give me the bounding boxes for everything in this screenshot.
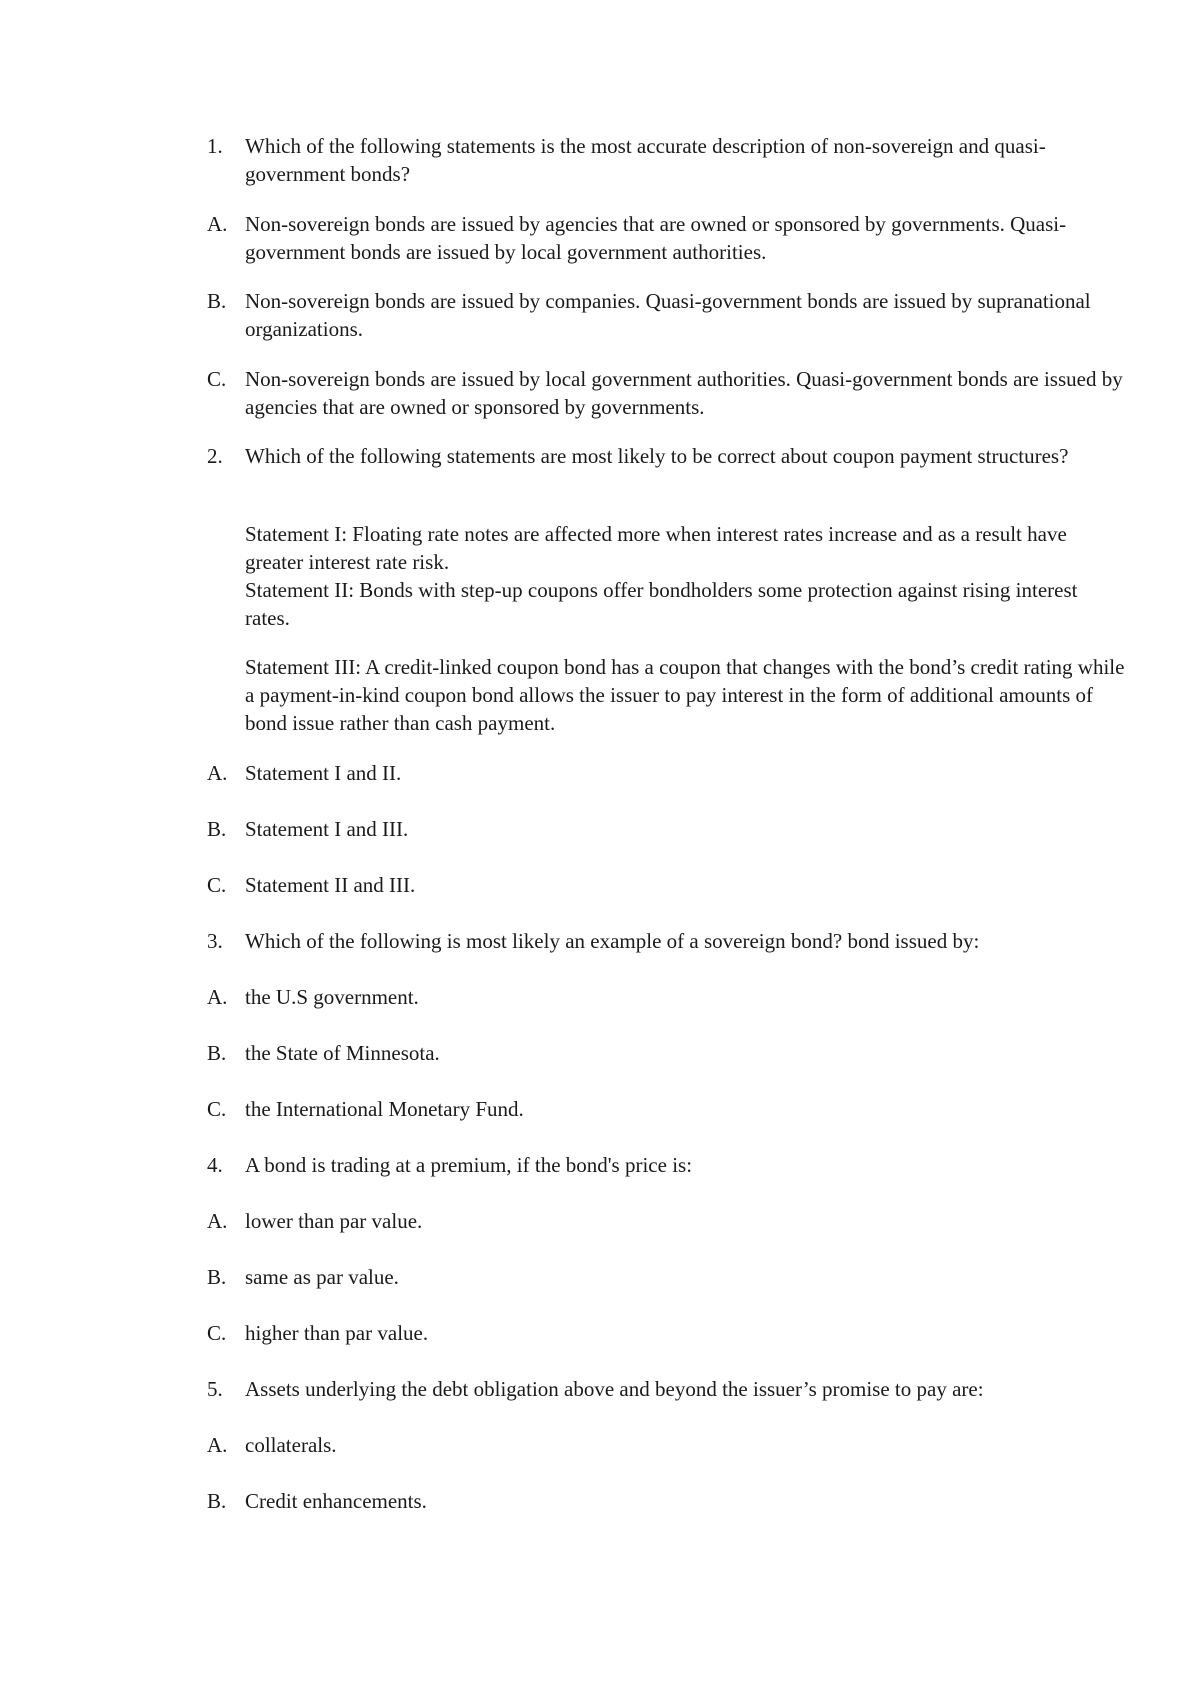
q1-option-c bbox=[207, 365, 1127, 421]
q4-option-b bbox=[207, 1263, 1127, 1291]
q3-option-b bbox=[207, 1039, 1127, 1067]
q2-option-a bbox=[207, 759, 1127, 787]
option-text: Statement I and II. bbox=[245, 761, 402, 785]
option-letter: C. bbox=[207, 1321, 227, 1345]
question-number: 1. bbox=[207, 134, 223, 158]
option-letter: B. bbox=[207, 1265, 227, 1289]
option-letter: C. bbox=[207, 1097, 227, 1121]
option-text: the U.S government. bbox=[245, 985, 419, 1009]
question-text: Which of the following is most likely an example of a sovereign bond? bond issued by: bbox=[245, 929, 980, 953]
option-letter: B. bbox=[207, 817, 227, 841]
q5-option-b bbox=[207, 1487, 1127, 1515]
option-text: collaterals. bbox=[245, 1433, 337, 1457]
option-letter: C. bbox=[207, 873, 227, 897]
q4-option-a bbox=[207, 1207, 1127, 1235]
option-text: same as par value. bbox=[245, 1265, 399, 1289]
option-text: the International Monetary Fund. bbox=[245, 1097, 524, 1121]
option-text: Non-sovereign bonds are issued by agencies that are owned or sponsored by governments. Quasi-government bonds are issued by local government authorities. bbox=[245, 212, 1067, 264]
q2-option-c bbox=[207, 871, 1127, 899]
option-text: Statement I and III. bbox=[245, 817, 409, 841]
question-number: 2. bbox=[207, 444, 223, 468]
question-text: Which of the following statements are most likely to be correct about coupon payment structures? bbox=[245, 444, 1069, 468]
option-letter: B. bbox=[207, 1041, 227, 1065]
q3-option-c bbox=[207, 1095, 1127, 1123]
option-text: Statement II and III. bbox=[245, 873, 416, 897]
option-letter: A. bbox=[207, 1209, 228, 1233]
question-number: 3. bbox=[207, 929, 223, 953]
option-letter: B. bbox=[207, 1489, 227, 1513]
option-letter: A. bbox=[207, 1433, 228, 1457]
option-letter: C. bbox=[207, 367, 227, 391]
question-2 bbox=[207, 442, 1127, 470]
option-letter: B. bbox=[207, 289, 227, 313]
question-text: A bond is trading at a premium, if the bond's price is: bbox=[245, 1153, 693, 1177]
question-4 bbox=[207, 1151, 1127, 1179]
option-text: Non-sovereign bonds are issued by companies. Quasi-government bonds are issued by supranational organizations. bbox=[245, 289, 1091, 341]
q2-option-b bbox=[207, 815, 1127, 843]
statement-3: Statement III: A credit-linked coupon bond has a coupon that changes with the bond’s credit rating while a payment-in-kind coupon bond allows the issuer to pay interest in the form of additional amounts of bond issue rather than cash payment. bbox=[245, 655, 1125, 735]
q1-option-b bbox=[207, 287, 1127, 343]
question-number: 5. bbox=[207, 1377, 223, 1401]
statement-1: Statement I: Floating rate notes are affected more when interest rates increase and as a result have greater interest rate risk. bbox=[245, 522, 1067, 574]
option-letter: A. bbox=[207, 761, 228, 785]
question-1 bbox=[207, 132, 1127, 188]
q5-option-a bbox=[207, 1431, 1127, 1459]
q3-option-a bbox=[207, 983, 1127, 1011]
option-text: Non-sovereign bonds are issued by local government authorities. Quasi-government bonds are issued by agencies that are owned or sponsored by governments. bbox=[245, 367, 1123, 419]
question-5 bbox=[207, 1375, 1127, 1403]
option-letter: A. bbox=[207, 985, 228, 1009]
option-text: higher than par value. bbox=[245, 1321, 429, 1345]
option-text: lower than par value. bbox=[245, 1209, 423, 1233]
q1-option-a bbox=[207, 210, 1127, 266]
q4-option-c bbox=[207, 1319, 1127, 1347]
question-text: Assets underlying the debt obligation above and beyond the issuer’s promise to pay are: bbox=[245, 1377, 984, 1401]
question-3 bbox=[207, 927, 1127, 955]
option-text: Credit enhancements. bbox=[245, 1489, 427, 1513]
question-number: 4. bbox=[207, 1153, 223, 1177]
statement-2: Statement II: Bonds with step-up coupons offer bondholders some protection against rising interest rates. bbox=[245, 578, 1078, 630]
question-text: Which of the following statements is the most accurate description of non-sovereign and quasi-government bonds? bbox=[245, 134, 1046, 186]
option-text: the State of Minnesota. bbox=[245, 1041, 440, 1065]
option-letter: A. bbox=[207, 212, 228, 236]
